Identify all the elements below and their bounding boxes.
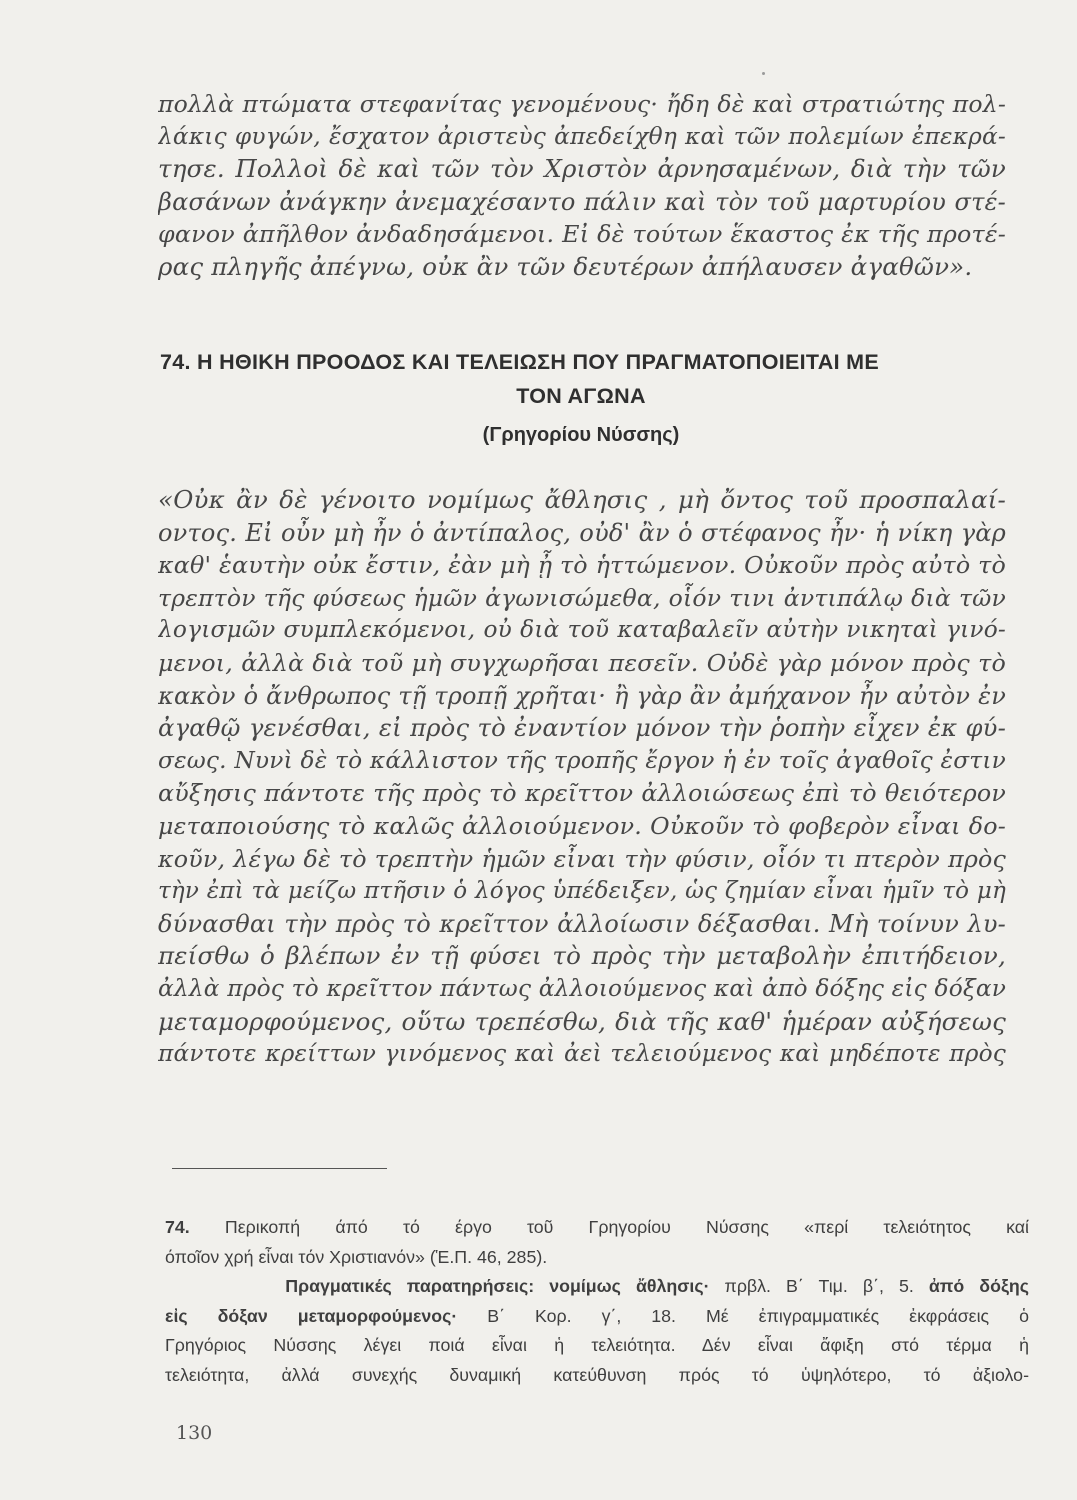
text-line: σεως. Νυνὶ δὲ τὸ κάλλιστον τῆς τροπῆς ἔργον ἡ ἐν τοῖς ἀγαθοῖς ἐστιν bbox=[158, 746, 1006, 774]
footnote-line: Γρηγόριος Νύσσης λέγει ποιά εἶναι ἡ τελειότητα. Δέν εἶναι ἄφιξη στό τέρμα ἡ bbox=[165, 1335, 1029, 1355]
paper-speck bbox=[762, 72, 765, 75]
footnote-text: Β΄ Κορ. γ΄, 18. Μέ ἐπιγραμματικές ἐκφράσεις ὁ bbox=[487, 1305, 1029, 1326]
text-line: κακὸν ὁ ἄνθρωπος τῇ τροπῇ χρῆται· ἢ γὰρ ἂν ἀμήχανον ἦν αὐτὸν ἐν bbox=[158, 681, 1006, 710]
text-line: ἀλλὰ πρὸς τὸ κρεῖττον πάντως ἀλλοιούμενος καὶ ἀπὸ δόξης εἰς δόξαν bbox=[158, 974, 1006, 1002]
text-line: μεταμορφούμενος, οὕτω τρεπέσθω, διὰ τῆς καθ' ἡμέραν αὐξήσεως bbox=[158, 1006, 1006, 1036]
footnote-line: τελειότητα, ἀλλά συνεχής δυναμική κατεύθυνση πρός τό ὑψηλότερο, τό ἀξιολο- bbox=[165, 1364, 1029, 1385]
footnote-number: 74. bbox=[165, 1217, 190, 1237]
text-line: πάντοτε κρείττων γινόμενος καὶ ἀεὶ τελειούμενος καὶ μηδέποτε πρὸς bbox=[158, 1040, 1006, 1068]
footnote-line bbox=[165, 1213, 1029, 1243]
footnote-source bbox=[165, 1213, 1029, 1272]
footnote-label: ἀπό δόξης bbox=[928, 1276, 1029, 1296]
section-heading-continued: ΤΟΝ ΑΓΩΝΑ bbox=[516, 384, 646, 408]
footnote-label: Πραγματικές παρατηρήσεις: νομίμως ἄθλησις· bbox=[285, 1276, 710, 1296]
opening-passage bbox=[158, 88, 1006, 284]
footnote-notes bbox=[165, 1272, 1029, 1390]
footnote-line bbox=[165, 1272, 1029, 1302]
main-passage bbox=[158, 484, 1006, 1071]
text-line: ἀγαθῷ γενέσθαι, εἰ πρὸς τὸ ἐναντίον μόνον τὴν ῥοπὴν εἶχεν ἐκ φύ- bbox=[158, 713, 1006, 743]
text-line: λάκις φυγών, ἔσχατον ἀριστεὺς ἀπεδείχθη καὶ τῶν πολεμίων ἐπεκρά- bbox=[158, 122, 1006, 150]
footnote-reference: πρβλ. Β΄ Τιμ. β΄, 5. bbox=[724, 1276, 914, 1296]
text-line: φανον ἀπῆλθον ἀνδαδησάμενοι. Εἰ δὲ τούτων ἕκαστος ἐκ τῆς προτέ- bbox=[158, 220, 1006, 249]
text-line: αὔξησις πάντοτε τῆς πρὸς τὸ κρεῖττον ἀλλοιώσεως ἐπὶ τὸ θειότερον bbox=[158, 779, 1006, 808]
text-line: μενοι, ἀλλὰ διὰ τοῦ μὴ συγχωρῆσαι πεσεῖν. Οὐδὲ γὰρ μόνον πρὸς τὸ bbox=[158, 648, 1006, 677]
text-line: πείσθω ὁ βλέπων ἐν τῇ φύσει τὸ πρὸς τὴν μεταβολὴν ἐπιτήδειον, bbox=[158, 941, 1006, 971]
text-line: τὴν ἐπὶ τὰ μείζω πτῆσιν ὁ λόγος ὑπέδειξεν, ὡς ζημίαν εἶναι ἡμῖν τὸ μὴ bbox=[158, 878, 1006, 905]
text-line: μεταποιούσης τὸ καλῶς ἀλλοιούμενον. Οὐκοῦν τὸ φοβερὸν εἶναι δο- bbox=[158, 811, 1006, 840]
footnote-line bbox=[165, 1302, 1029, 1332]
footnote-line: όποῖον χρή εἶναι τόν Χριστιανόν» (Ἑ.Π. 46, 285). bbox=[165, 1246, 548, 1267]
footnote-divider bbox=[172, 1168, 387, 1169]
text-line: πολλὰ πτώματα στεφανίτας γενομένους· ἤδη δὲ καὶ στρατιώτης πολ- bbox=[158, 90, 1006, 118]
text-line: βασάνων ἀνάγκην ἀνεμαχέσαντο πάλιν καὶ τὸν τοῦ μαρτυρίου στέ- bbox=[158, 187, 1006, 216]
text-line: τησε. Πολλοὶ δὲ καὶ τῶν τὸν Χριστὸν ἀρνησαμένων, διὰ τὴν τῶν bbox=[158, 154, 1006, 184]
page-number: 130 bbox=[176, 1422, 213, 1444]
text-line: οντος. Εἰ οὖν μὴ ἦν ὁ ἀντίπαλος, οὐδ' ἂν ὁ στέφανος ἦν· ἡ νίκη γὰρ bbox=[158, 518, 1006, 547]
text-line: κοῦν, λέγω δὲ τὸ τρεπτὴν ἡμῶν εἶναι τὴν φύσιν, οἷόν τι πτερὸν πρὸς bbox=[158, 844, 1006, 873]
text-line: λογισμῶν συμπλεκόμενοι, οὐ διὰ τοῦ καταβαλεῖν αὐτὴν νικηταὶ γινό- bbox=[158, 616, 1006, 644]
text-line: τρεπτὸν τῆς φύσεως ἡμῶν ἀγωνισώμεθα, οἷόν τινι ἀντιπάλῳ διὰ τῶν bbox=[158, 583, 1006, 612]
text-line: καθ' ἑαυτὴν οὐκ ἔστιν, ἐὰν μὴ ᾖ τὸ ἡττώμενον. Οὐκοῦν πρὸς αὐτὸ τὸ bbox=[158, 551, 1006, 580]
section-author: (Γρηγορίου Νύσσης) bbox=[482, 424, 680, 446]
section-heading: 74. Η ΗΘΙΚΗ ΠΡΟΟΔΟΣ ΚΑΙ ΤΕΛΕΙΩΣΗ ΠΟΥ ΠΡΑΓΜΑΤΟΠΟΙΕΙΤΑΙ ΜΕ bbox=[160, 350, 879, 374]
text-line: «Οὐκ ἂν δὲ γένοιτο νομίμως ἄθλησις , μὴ ὄντος τοῦ προσπαλαί- bbox=[158, 485, 1006, 514]
text-line: ρας πληγῆς ἀπέγνω, οὐκ ἂν τῶν δευτέρων ἀπήλαυσεν ἀγαθῶν». bbox=[158, 251, 973, 281]
footnote-text: Περικοπή άπό τό έργο τοῦ Γρηγορίου Νύσσης «περί τελειότητος καί bbox=[224, 1217, 1029, 1237]
text-line: δύνασθαι τὴν πρὸς τὸ κρεῖττον ἀλλοίωσιν δέξασθαι. Μὴ τοίνυν λυ- bbox=[158, 909, 1006, 938]
footnote-label: εἰς δόξαν μεταμορφούμενος· bbox=[165, 1305, 458, 1326]
